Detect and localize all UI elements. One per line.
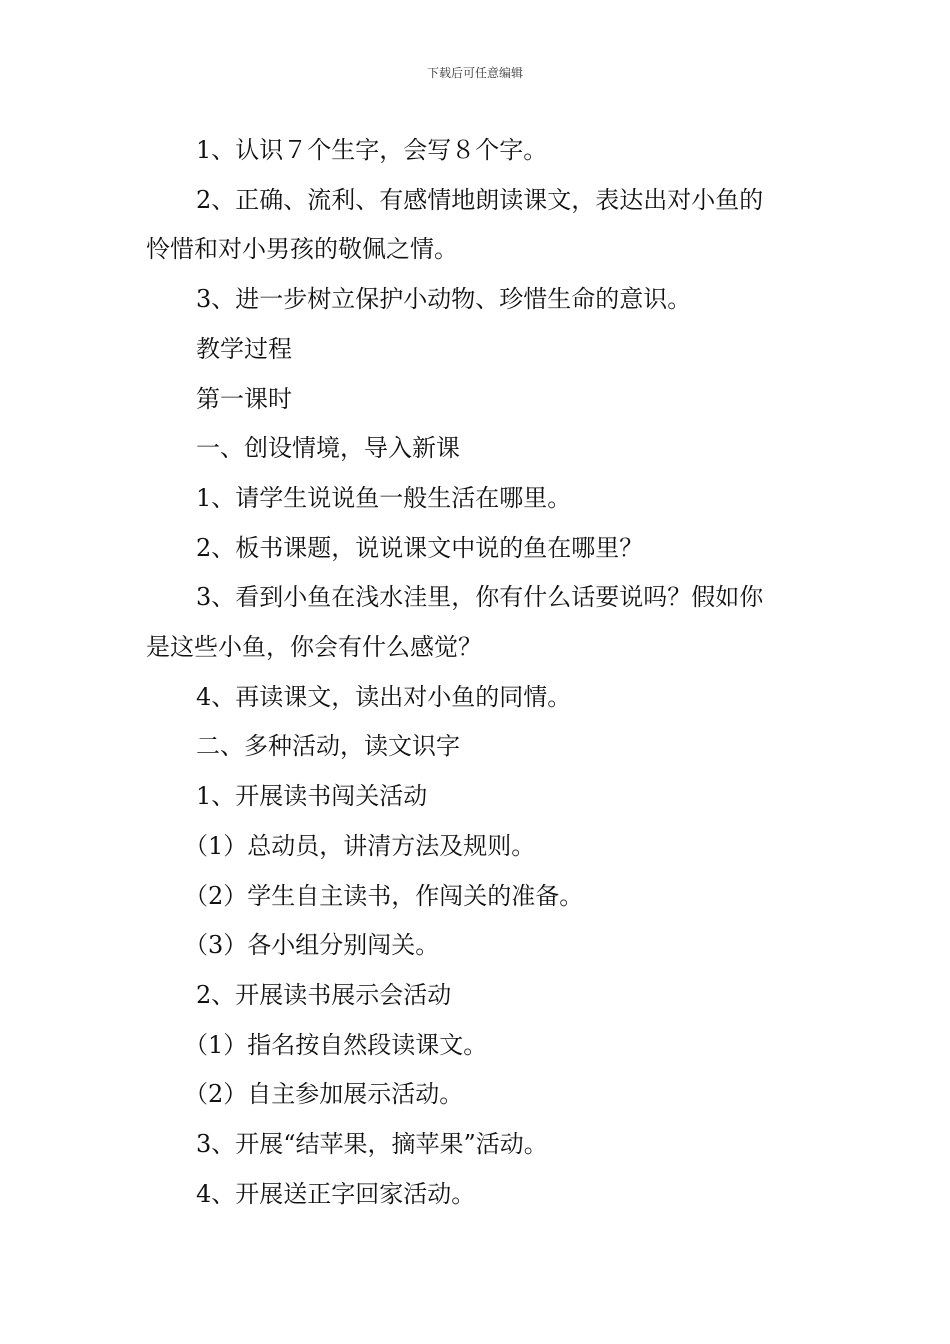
page-header: 下载后可任意编辑: [426, 66, 523, 80]
step-2-2: 2、开展读书展示会活动: [196, 980, 452, 1009]
step-2-1: 1、开展读书闯关活动: [196, 782, 428, 811]
step-2-3: 3、开展“结苹果，摘苹果”活动。: [196, 1130, 548, 1159]
substep-2-2-1: （1）指名按自然段读课文。: [184, 1030, 488, 1059]
substep-2-2-2: （2）自主参加展示活动。: [184, 1080, 464, 1109]
step-2-4: 4、开展送正字回家活动。: [196, 1179, 476, 1208]
objective-2: 2、正确、流利、有感情地朗读课文，表达出对小鱼的: [196, 185, 764, 214]
section-heading-teaching-process: 教学过程: [196, 334, 292, 363]
step-1-2: 2、板书课题，说说课文中说的鱼在哪里？: [196, 533, 644, 562]
substep-2-1-2: （2）学生自主读书，作闯关的准备。: [184, 881, 584, 910]
step-1-1: 1、请学生说说鱼一般生活在哪里。: [196, 483, 572, 512]
step-1-3-continued: 是这些小鱼，你会有什么感觉？: [146, 633, 482, 662]
objective-3: 3、进一步树立保护小动物、珍惜生命的意识。: [196, 285, 692, 314]
step-1-3: 3、看到小鱼在浅水洼里，你有什么话要说吗？假如你: [196, 583, 764, 612]
part-heading-2: 二、多种活动，读文识字: [196, 732, 460, 761]
objective-1: 1、认识７个生字，会写８个字。: [196, 136, 548, 164]
section-heading-first-lesson: 第一课时: [196, 384, 292, 413]
document-body: [0, 126, 950, 1219]
part-heading-1: 一、创设情境，导入新课: [196, 434, 460, 463]
substep-2-1-1: （1）总动员，讲清方法及规则。: [184, 831, 536, 860]
objective-2-continued: 怜惜和对小男孩的敬佩之情。: [146, 235, 458, 264]
substep-2-1-3: （3）各小组分别闯关。: [184, 931, 440, 960]
step-1-4: 4、再读课文，读出对小鱼的同情。: [196, 682, 572, 711]
